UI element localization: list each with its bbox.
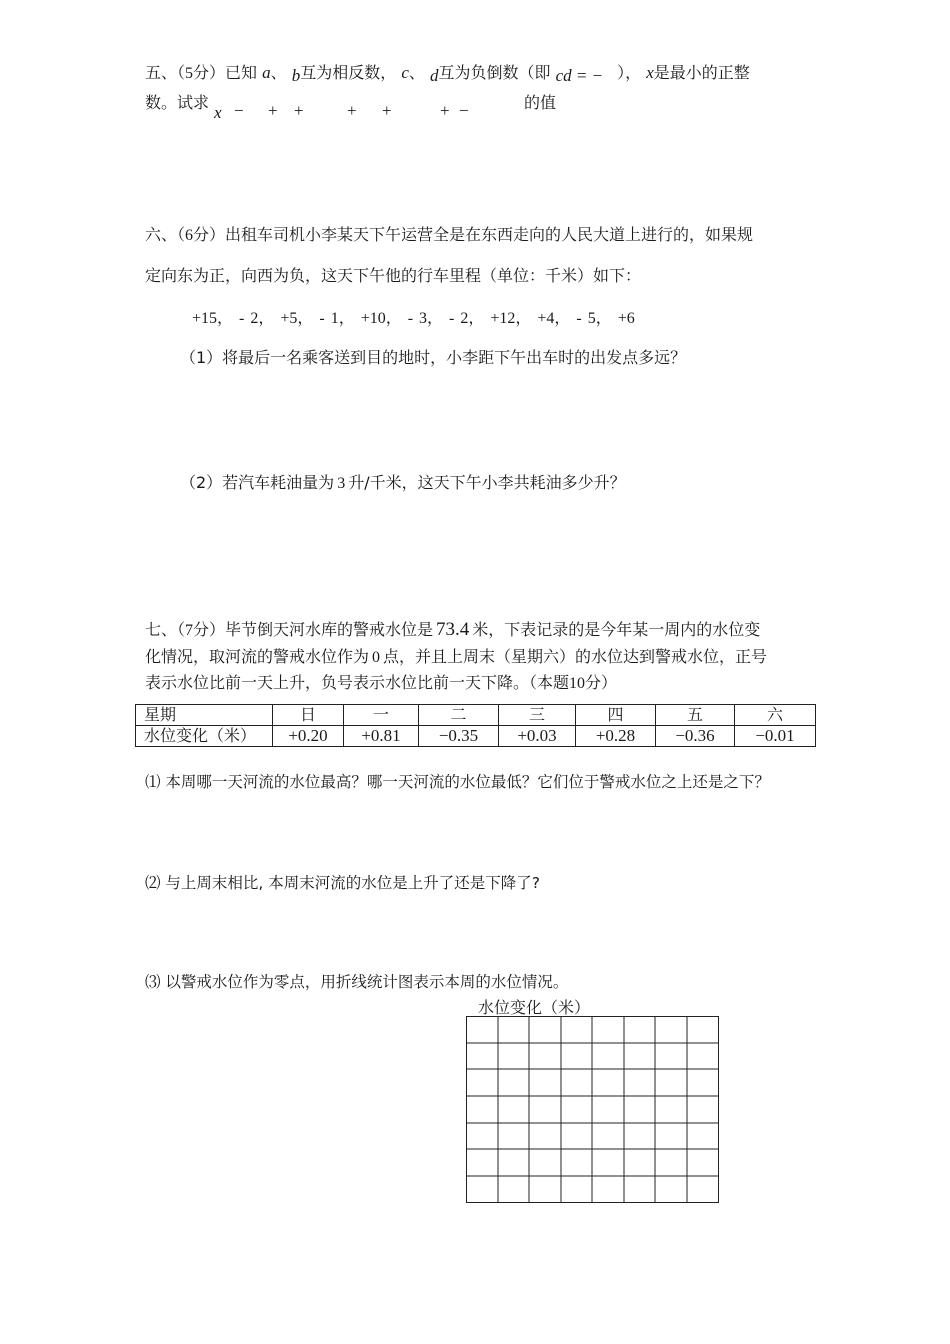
q7-line2: 化情况，取河流的警戒水位作为 0 点，并且上周末（星期六）的水位达到警戒水位，正号 <box>145 647 768 666</box>
table-value-cell: +0.20 <box>273 726 344 747</box>
q6-sub1: （1）将最后一名乘客送到目的地时，小李距下午出车时的出发点多远？ <box>180 348 687 367</box>
table-day-cell: 日 <box>273 705 344 726</box>
table-day-cell: 三 <box>499 705 576 726</box>
q6-line2: 定向东为正，向西为负，这天下午他的行车里程（单位：千米）如下： <box>145 266 642 285</box>
q6-line1: 六、（6分）出租车司机小李某天下午运营全是在东西走向的人民大道上进行的，如果规 <box>145 225 754 244</box>
blank-chart-grid <box>466 1016 719 1203</box>
q5-expr-plus: + <box>382 101 392 120</box>
table-value-cell: −0.35 <box>419 726 499 747</box>
grid-title: 水位变化（米） <box>478 998 591 1017</box>
table-header-label: 星期 <box>136 705 273 726</box>
q5-line2-prefix: 数。试求 <box>145 93 210 112</box>
table-day-cell: 六 <box>735 705 816 726</box>
q5-expr-plus: + <box>440 101 450 120</box>
table-value-cell: +0.28 <box>576 726 656 747</box>
q5-expr-plus: + <box>268 101 278 120</box>
table-value-cell: −0.36 <box>656 726 735 747</box>
q5-line2-suffix: 的值 <box>524 93 557 112</box>
water-level-table <box>135 704 816 747</box>
q5-expr-minus: − <box>459 101 469 120</box>
q7-line1: 七、（7分）毕节倒天河水库的警戒水位是 73.4 米，下表记录的是今年某一周内的水位变 <box>145 619 761 640</box>
table-day-cell: 二 <box>419 705 499 726</box>
q6-mileage-list: +15， - 2， +5， - 1， +10， - 3， - 2， +12， +4， - 5， +6 <box>192 310 635 327</box>
table-row <box>136 726 816 747</box>
q7-sub3: ⑶ 以警戒水位作为零点，用折线统计图表示本周的水位情况。 <box>145 973 569 991</box>
q7-sub1: ⑴ 本周哪一天河流的水位最高？哪一天河流的水位最低？它们位于警戒水位之上还是之下？ <box>145 773 770 791</box>
q5-expr-plus: + <box>347 101 357 120</box>
q5-expr-x: x <box>214 103 222 122</box>
table-value-cell: +0.03 <box>499 726 576 747</box>
table-value-cell: −0.01 <box>735 726 816 747</box>
table-day-cell: 五 <box>656 705 735 726</box>
table-day-cell: 一 <box>344 705 419 726</box>
grid-lines <box>466 1016 719 1203</box>
table-header-row <box>136 705 816 726</box>
q6-sub2: （2）若汽车耗油量为 3 升/千米，这天下午小李共耗油多少升？ <box>180 473 626 492</box>
q7-sub2: ⑵ 与上周末相比, 本周末河流的水位是上升了还是下降了? <box>145 874 541 892</box>
table-day-cell: 四 <box>576 705 656 726</box>
q5-expr-minus: − <box>234 101 244 120</box>
table-value-cell: +0.81 <box>344 726 419 747</box>
q5-line1: 五、（5分）已知 a、 b互为相反数， c、 d互为负倒数（即 cd = − ）， x是最小的正整 <box>145 63 750 85</box>
table-row-label: 水位变化（米） <box>136 726 273 747</box>
q5-expr-plus: + <box>294 101 304 120</box>
q7-line3: 表示水位比前一天上升，负号表示水位比前一天下降。（本题10分） <box>145 673 618 692</box>
